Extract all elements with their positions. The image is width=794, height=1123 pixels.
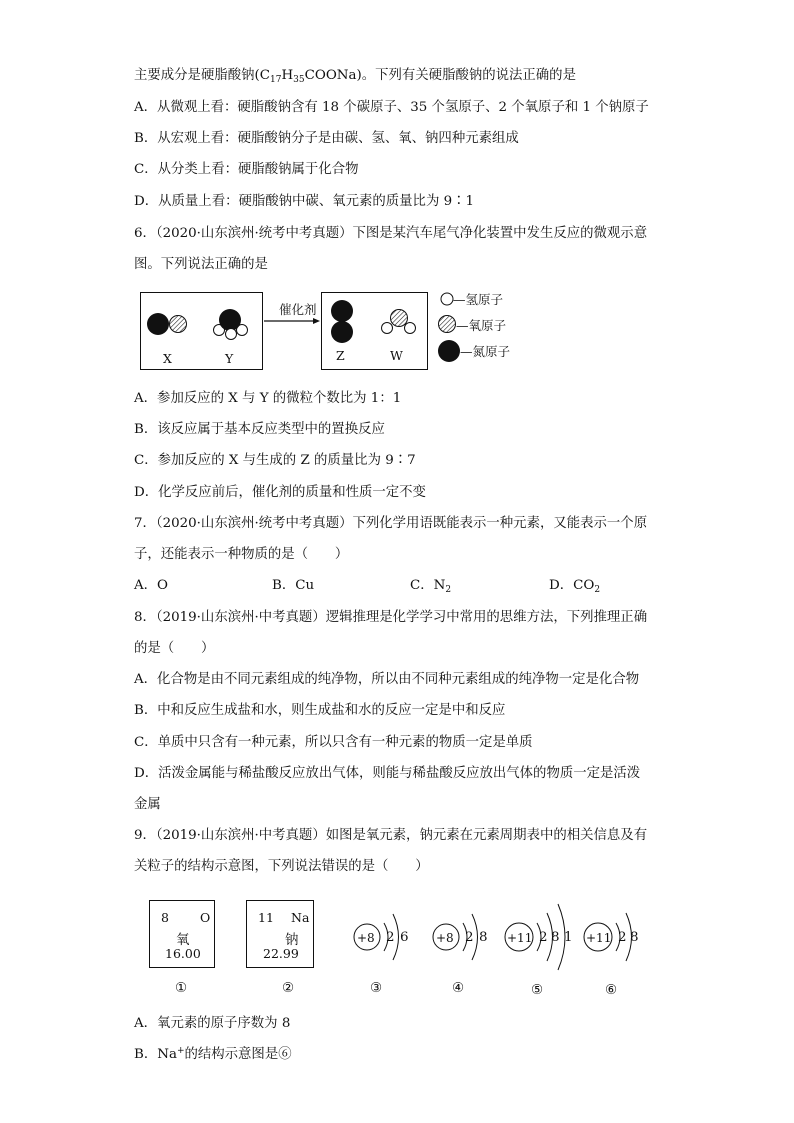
subscript: 17 [270, 75, 282, 85]
q5-stem-part: H [281, 68, 294, 83]
legend-oxygen-label: —氧原子 [456, 318, 507, 333]
w-label: W [390, 348, 403, 363]
figure-number-6: ⑥ [605, 982, 618, 998]
superscript: + [176, 1046, 185, 1056]
legend-hydrogen-label: —氢原子 [453, 292, 504, 307]
shell-electrons: 1 [564, 930, 573, 945]
atomic-number: 8 [161, 910, 169, 925]
atomic-mass: 16.00 [165, 946, 201, 961]
q8-option-b: B．中和反应生成盐和水，则生成盐和水的反应一定是中和反应 [134, 703, 506, 718]
q9-stem-line2: 关粒子的结构示意图，下列说法错误的是（ ） [134, 859, 429, 874]
z-label: Z [336, 348, 345, 363]
element-name: 钠 [285, 932, 299, 948]
q6-stem-line2: 图。下列说法正确的是 [134, 257, 268, 272]
q8-stem-line2: 的是（ ） [134, 641, 215, 656]
q5-stem-part: COONa)。下列有关硬脂酸钠的说法正确的是 [304, 68, 576, 83]
nucleus-charge: +8 [436, 931, 454, 945]
option-text: D．CO [549, 578, 595, 593]
figure-number-3: ③ [370, 980, 383, 996]
q8-stem-line1: 8．（2019·山东滨州·中考真题）逻辑推理是化学学习中常用的思维方法，下列推理正确 [134, 610, 648, 625]
element-symbol: O [200, 910, 211, 925]
q8-option-d: D．活泼金属能与稀盐酸反应放出气体，则能与稀盐酸反应放出气体的物质一定是活泼 [134, 766, 641, 781]
shell-electrons: 2 [539, 930, 548, 945]
figure-number-5: ⑤ [531, 982, 544, 998]
atomic-number: 11 [258, 910, 274, 925]
figure-number-2: ② [282, 980, 295, 996]
y-label: Y [225, 351, 234, 366]
q8-option-a: A．化合物是由不同元素组成的纯净物，所以由不同种元素组成的纯净物一定是化合物 [134, 672, 640, 687]
q9-stem-line1: 9．（2019·山东滨州·中考真题）如图是氧元素，钠元素在元素周期表中的相关信息及有 [134, 828, 648, 843]
shell-electrons: 8 [630, 930, 639, 945]
nucleus-charge: +11 [586, 931, 612, 945]
shell-electrons: 6 [400, 930, 409, 945]
nucleus-charge: +8 [357, 931, 375, 945]
element-name: 氧 [176, 932, 190, 948]
q6-option-d: D．化学反应前后，催化剂的质量和性质一定不变 [134, 485, 426, 500]
q6-option-c: C．参加反应的 X 与生成的 Z 的质量比为 9∶7 [134, 453, 416, 468]
option-text: C．N [410, 578, 446, 593]
option-text: B．Na [134, 1047, 177, 1062]
q5-option-d: D．从质量上看：硬脂酸钠中碳、氧元素的质量比为 9∶1 [134, 194, 475, 209]
shell-electrons: 2 [465, 930, 474, 945]
q7-stem-line1: 7．（2020·山东滨州·统考中考真题）下列化学用语既能表示一种元素，又能表示一个原 [134, 516, 648, 531]
catalyst-label: 催化剂 [279, 302, 317, 317]
q6-option-b: B．该反应属于基本反应类型中的置换反应 [134, 422, 385, 437]
legend-nitrogen-label: —氮原子 [460, 344, 511, 359]
q7-stem-line2: 子，还能表示一种物质的是（ ） [134, 547, 349, 562]
q7-option-a: A．O [134, 578, 169, 593]
shell-electrons: 2 [386, 930, 395, 945]
q5-option-a: A．从微观上看：硬脂酸钠含有 18 个碳原子、35 个氢原子、2 个氧原子和 1 个钠原子 [134, 100, 649, 115]
atomic-mass: 22.99 [263, 946, 299, 961]
q7-option-b: B．Cu [272, 578, 315, 593]
shell-electrons: 8 [479, 930, 488, 945]
q9-option-a: A．氧元素的原子序数为 8 [134, 1016, 291, 1031]
q5-option-b: B．从宏观上看：硬脂酸钠分子是由碳、氢、氧、钠四种元素组成 [134, 131, 519, 146]
q9-option-b [134, 1046, 292, 1064]
q8-option-d-cont: 金属 [134, 797, 161, 812]
subscript: 2 [594, 585, 601, 595]
q5-stem-part: 主要成分是硬脂酸钠(C [134, 68, 270, 83]
q6-stem-line1: 6．（2020·山东滨州·统考中考真题）下图是某汽车尾气净化装置中发生反应的微观示意 [134, 226, 648, 241]
shell-electrons: 2 [618, 930, 627, 945]
shell-electrons: 8 [551, 930, 560, 945]
figure-number-1: ① [175, 980, 188, 996]
element-symbol: Na [291, 910, 310, 925]
subscript: 2 [445, 585, 452, 595]
figure-number-4: ④ [452, 980, 465, 996]
nucleus-charge: +11 [507, 931, 533, 945]
q8-option-c: C．单质中只含有一种元素，所以只含有一种元素的物质一定是单质 [134, 735, 533, 750]
q6-option-a: A．参加反应的 X 与 Y 的微粒个数比为 1：1 [134, 391, 402, 406]
option-text: 的结构示意图是⑥ [184, 1047, 292, 1062]
q5-option-c: C．从分类上看：硬脂酸钠属于化合物 [134, 162, 359, 177]
subscript: 35 [293, 75, 305, 85]
x-label: X [163, 351, 172, 366]
